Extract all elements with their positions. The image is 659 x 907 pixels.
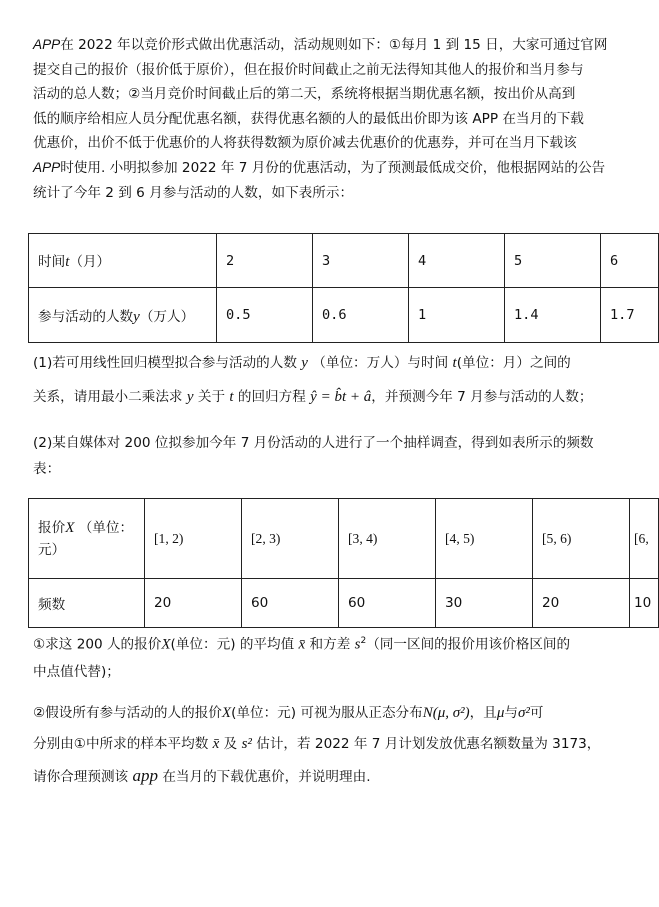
sub-question-1: ①求这 200 人的报价X(单位：元) 的平均值 x̄ 和方差 $s^2$（同一区间的报价用该价格区间的 中点值代替)； [33, 636, 571, 680]
app-label: APP [33, 37, 61, 52]
table-cell: 10 [630, 579, 659, 628]
intro-line: 优惠价，出价不低于优惠价的人将获得数额为原价减去优惠价的优惠券，并可在当月下载该 [33, 135, 577, 152]
row-header-time: 时间t（月） [29, 234, 217, 288]
table-cell: 60 [339, 579, 436, 628]
participants-table [28, 233, 659, 343]
app-label: APP [33, 159, 61, 175]
sub-question-2: ②假设所有参与活动的人的报价X(单位：元) 可视为服从正态分布N(μ, σ²)，且μ与σ²可 分别由①中所求的样本平均数 x̄ 及 s² 估计，若 2022 年 7 月计划发放优惠名额数量为 3173， 请你合理预测该 app 在当月的下载优惠价，并说明理由. [33, 705, 601, 785]
intro-line: 提交自己的报价（报价低于原价），但在报价时间截止之前无法得知其他人的报价和当月参与 [33, 61, 584, 78]
table-cell: 60 [242, 579, 339, 628]
table-cell: 2 [217, 234, 313, 288]
table-cell: 3 [313, 234, 409, 288]
table-cell: [5, 6) [533, 499, 630, 579]
intro-line: APP时使用. 小明拟参加 2022 年 7 月份的优惠活动，为了预测最低成交价，他根据网站的公告 [33, 159, 606, 176]
intro-line: APP在 2022 年以竞价形式做出优惠活动，活动规则如下：①每月 1 到 15 日，大家可通过官网 [33, 37, 608, 53]
table-cell: [2, 3) [242, 499, 339, 579]
intro-line: 低的顺序给相应人员分配优惠名额，获得优惠名额的人的最低出价即为该 APP 在当月的下载 [33, 110, 584, 127]
table-row [29, 579, 659, 628]
row-header-count: 参与活动的人数y（万人） [29, 288, 217, 343]
table-cell: [4, 5) [436, 499, 533, 579]
table-row [29, 288, 659, 343]
table-cell: 20 [533, 579, 630, 628]
intro-line: 活动的总人数；②当月竞价时间截止后的第二天，系统将根据当期优惠名额，按出价从高到 [33, 86, 576, 103]
table-cell: 5 [505, 234, 601, 288]
table-cell: 0.6 [313, 288, 409, 343]
normal-distribution: N(μ, σ²) [422, 705, 470, 721]
regression-equation: ŷ = b̂t + â [310, 389, 372, 405]
table-cell: 1.4 [505, 288, 601, 343]
table-cell: [6, [630, 499, 659, 579]
frequency-table [28, 498, 659, 628]
table-cell: 0.5 [217, 288, 313, 343]
table-row [29, 234, 659, 288]
intro-line: 统计了今年 2 到 6 月参与活动的人数，如下表所示： [33, 184, 354, 201]
table-cell: [1, 2) [145, 499, 242, 579]
table-cell: 20 [145, 579, 242, 628]
intro-paragraph [33, 33, 613, 205]
table-cell: 1 [409, 288, 505, 343]
table-cell: 1.7 [601, 288, 659, 343]
row-header-frequency: 频数 [29, 579, 145, 628]
table-cell: [3, 4) [339, 499, 436, 579]
table-cell: 6 [601, 234, 659, 288]
question-2: (2)某自媒体对 200 位拟参加今年 7 月份活动的人进行了一个抽样调查，得到如表所示的频数 表： [33, 435, 594, 477]
row-header-price: 报价X （单位： 元） [29, 499, 145, 579]
table-row [29, 499, 659, 579]
table-cell: 30 [436, 579, 533, 628]
question-1: (1)若可用线性回归模型拟合参与活动的人数 y （单位：万人）与时间 t(单位：月）之间的 关系，请用最小二乘法求 y 关于 t 的回归方程 ŷ = b̂t + â，并预测今年 7 月参与活动的人数； [33, 355, 593, 405]
table-cell: 4 [409, 234, 505, 288]
